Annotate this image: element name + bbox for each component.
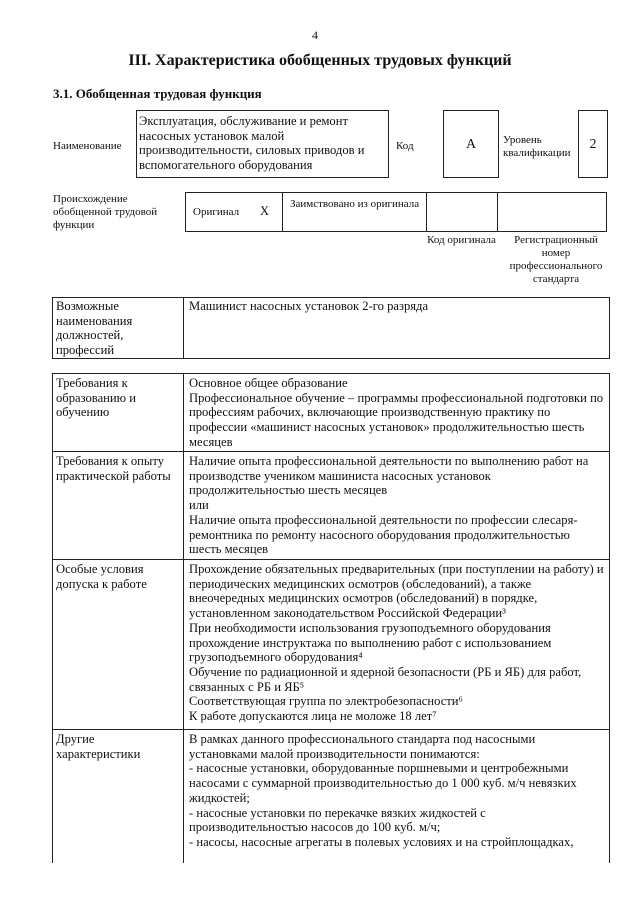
origin-box-top	[185, 192, 607, 193]
section-title: III. Характеристика обобщенных трудовых функций	[128, 52, 512, 69]
req-row-divider-3	[52, 729, 610, 730]
req-top	[52, 373, 610, 374]
req-other-label: Другие характеристики	[56, 732, 141, 761]
name-value: Эксплуатация, обслуживание и ремонт насосных установок малой производительности, силовых приводов и вспомогательного оборудования	[139, 114, 365, 173]
level-value: 2	[589, 137, 597, 152]
page-number: 4	[312, 28, 318, 42]
origin-divider-2	[426, 192, 427, 232]
name-box-left	[136, 110, 137, 178]
code-box-bottom	[443, 177, 499, 178]
positions-right	[609, 297, 610, 359]
positions-label: Возможные наименования должностей, профессий	[56, 299, 133, 358]
level-label: Уровень квалификации	[503, 134, 571, 159]
req-mid	[183, 373, 184, 863]
code-label: Код	[396, 140, 414, 152]
subsection-title: 3.1. Обобщенная трудовая функция	[53, 86, 262, 101]
code-value: А	[465, 137, 477, 152]
origin-box-left	[185, 192, 186, 232]
origin-label: Происхождение обобщенной трудовой функции	[53, 193, 158, 231]
borrowed-label: Заимствовано из оригинала	[290, 198, 420, 210]
req-other-value: В рамках данного профессионального стандарта под насосными установками малой производительности понимаются: - насосные установки, оборудованные поршневыми и центробежными насосами с суммарной производительностью до 1 000 куб. м/ч невязких жидкостей; - насосные установки по перекачке вязких жидкостей с производительностью насосов до 100 куб. м/ч; - насосы, насосные агрегаты в полевых условиях и на стройплощадках,	[189, 732, 577, 849]
original-label: Оригинал	[193, 206, 240, 218]
req-row-divider-2	[52, 559, 610, 560]
name-box-right	[388, 110, 389, 178]
req-admission-label: Особые условия допуска к работе	[56, 562, 147, 591]
req-experience-value: Наличие опыта профессиональной деятельности по выполнению работ на производстве учеником машиниста насосных установок продолжительностью шесть месяцев или Наличие опыта профессиональной деятельности по профессии слесаря-ремонтника по ремонту насосного оборудования продолжительностью шесть месяцев	[189, 454, 589, 557]
req-education-label: Требования к образованию и обучению	[56, 376, 136, 420]
code-box-top	[443, 110, 499, 111]
code-original-caption: Код оригинала	[427, 234, 496, 246]
positions-mid	[183, 297, 184, 359]
req-right	[609, 373, 610, 863]
original-mark: X	[260, 204, 270, 218]
name-box-top	[136, 110, 388, 111]
reg-number-caption: Регистрационный номер профессионального стандарта	[509, 234, 603, 285]
origin-divider-1	[282, 192, 283, 232]
origin-divider-3	[497, 192, 498, 232]
origin-box-right	[606, 192, 607, 232]
name-box-bottom	[136, 177, 388, 178]
name-label: Наименование	[53, 140, 122, 152]
level-box-top	[578, 110, 608, 111]
positions-bottom	[52, 358, 610, 359]
level-box-bottom	[578, 177, 608, 178]
req-experience-label: Требования к опыту практической работы	[56, 454, 171, 483]
req-row-divider-1	[52, 451, 610, 452]
positions-top	[52, 297, 610, 298]
positions-value: Машинист насосных установок 2-го разряда	[189, 299, 429, 313]
positions-left	[52, 297, 53, 359]
req-education-value: Основное общее образование Профессиональное обучение – программы профессиональной подготовки по профессиям рабочих, включающие производственную практику по профессии «машинист насосных установок» продолжительностью шесть месяцев	[189, 376, 604, 449]
req-admission-value: Прохождение обязательных предварительных (при поступлении на работу) и периодических медицинских осмотров (обследований), а также внеочередных медицинских осмотров (обследований) в порядке, установленном законодательством Российской Федерации³ При необходимости использования грузоподъемного оборудования прохождение инструктажа по выполнению работ с использованием грузоподъемного оборудования⁴ Обучение по радиационной и ядерной безопасности (РБ и ЯБ) для работ, связанных с РБ и ЯБ⁵ Соответствующая группа по электробезопасности⁶ К работе допускаются лица не моложе 18 лет⁷	[189, 562, 604, 724]
req-left	[52, 373, 53, 863]
origin-box-bottom	[185, 231, 607, 232]
